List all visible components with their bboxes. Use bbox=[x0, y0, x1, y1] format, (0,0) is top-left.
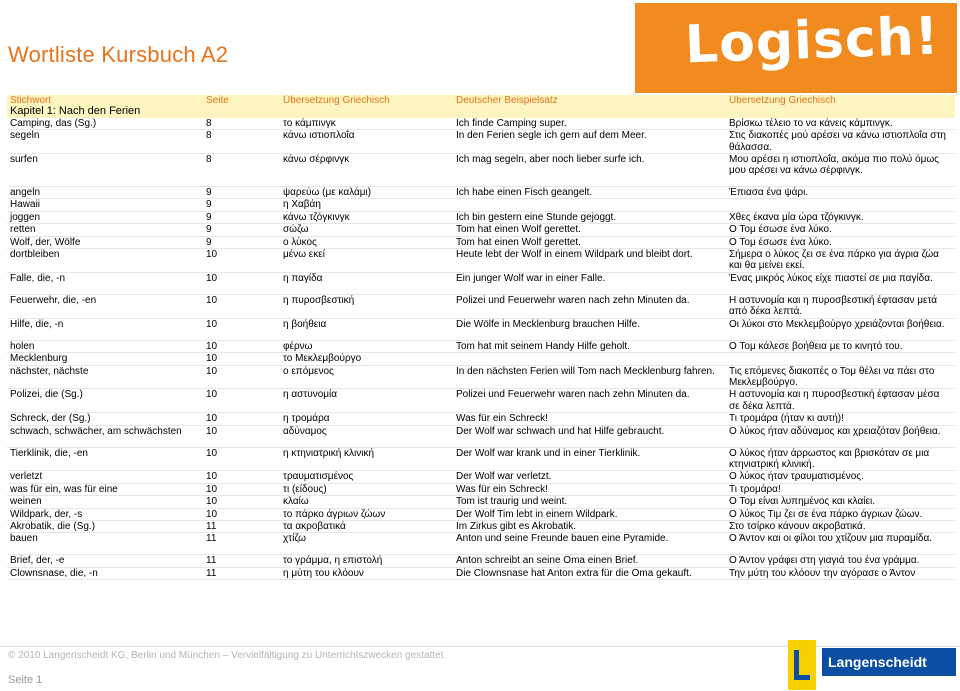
cell-beispielsatz: Der Wolf war verletzt. bbox=[453, 471, 726, 483]
table-row bbox=[7, 447, 955, 471]
cell-stichwort: angeln bbox=[7, 187, 203, 199]
cell-stichwort: Brief, der, -e bbox=[7, 555, 203, 567]
table-row bbox=[7, 224, 955, 236]
cell-uebersetzung: κάνω τζόγκινγκ bbox=[280, 211, 453, 223]
cell-uebersetzung-satz: Ένας μικρός λύκος είχε πιαστεί σε μια παγίδα. bbox=[726, 272, 955, 294]
cell-uebersetzung: μένω εκεί bbox=[280, 249, 453, 273]
cell-seite: 10 bbox=[203, 294, 280, 318]
cell-beispielsatz: Ich mag segeln, aber noch lieber surfe ich. bbox=[453, 154, 726, 187]
cell-uebersetzung: το γράμμα, η επιστολή bbox=[280, 555, 453, 567]
table-row bbox=[7, 130, 955, 154]
vocabulary-table bbox=[7, 95, 955, 580]
table-row bbox=[7, 294, 955, 318]
cell-seite: 9 bbox=[203, 187, 280, 199]
cell-uebersetzung: τι (είδους) bbox=[280, 483, 453, 495]
cell-uebersetzung-satz: Ο Άντον και οι φίλοι του χτίζουν μια πυραμίδα. bbox=[726, 533, 955, 555]
cell-seite: 10 bbox=[203, 249, 280, 273]
cell-stichwort: Falle, die, -n bbox=[7, 272, 203, 294]
cell-beispielsatz: Ein junger Wolf war in einer Falle. bbox=[453, 272, 726, 294]
cell-stichwort: Wildpark, der, -s bbox=[7, 508, 203, 520]
cell-stichwort: Feuerwehr, die, -en bbox=[7, 294, 203, 318]
header-beispielsatz: Deutscher Beispielsatz bbox=[453, 95, 726, 106]
cell-stichwort: Clownsnase, die, -n bbox=[7, 567, 203, 579]
chapter-title: Kapitel 1: Nach den Ferien bbox=[7, 106, 955, 117]
table-row bbox=[7, 318, 955, 340]
cell-beispielsatz: Der Wolf Tim lebt in einem Wildpark. bbox=[453, 508, 726, 520]
cell-beispielsatz: Ich finde Camping super. bbox=[453, 118, 726, 130]
cell-stichwort: verletzt bbox=[7, 471, 203, 483]
cell-beispielsatz: Polizei und Feuerwehr waren nach zehn Minuten da. bbox=[453, 294, 726, 318]
cell-uebersetzung-satz: Τις επόμενες διακοπές ο Τομ θέλει να πάει στο Μεκλεμβούργο. bbox=[726, 365, 955, 389]
cell-seite: 11 bbox=[203, 567, 280, 579]
cell-beispielsatz: In den Ferien segle ich gern auf dem Meer. bbox=[453, 130, 726, 154]
cell-stichwort: Tierklinik, die, -en bbox=[7, 447, 203, 471]
cell-stichwort: retten bbox=[7, 224, 203, 236]
cell-uebersetzung-satz: Ο Τομ έσωσε ένα λύκο. bbox=[726, 236, 955, 248]
cell-seite: 11 bbox=[203, 520, 280, 532]
cell-seite: 10 bbox=[203, 340, 280, 352]
cell-uebersetzung: χτίζω bbox=[280, 533, 453, 555]
cell-seite: 10 bbox=[203, 483, 280, 495]
cell-beispielsatz: Was für ein Schreck! bbox=[453, 483, 726, 495]
cell-seite: 10 bbox=[203, 318, 280, 340]
cell-uebersetzung: κάνω ιστιοπλοΐα bbox=[280, 130, 453, 154]
cell-seite: 10 bbox=[203, 496, 280, 508]
cell-uebersetzung: ψαρεύω (με καλάμι) bbox=[280, 187, 453, 199]
cell-seite: 8 bbox=[203, 130, 280, 154]
table-row bbox=[7, 211, 955, 223]
cell-uebersetzung: η τρομάρα bbox=[280, 413, 453, 425]
table-row bbox=[7, 118, 955, 130]
cell-seite: 10 bbox=[203, 365, 280, 389]
cell-stichwort: schwach, schwächer, am schwächsten bbox=[7, 425, 203, 447]
table-row bbox=[7, 365, 955, 389]
cell-uebersetzung: κλαίω bbox=[280, 496, 453, 508]
cell-uebersetzung-satz: Την μύτη του κλόουν την αγόρασε ο Άντον bbox=[726, 567, 955, 579]
table-row bbox=[7, 471, 955, 483]
cell-uebersetzung: το κάμπινγκ bbox=[280, 118, 453, 130]
cell-uebersetzung: η βοήθεια bbox=[280, 318, 453, 340]
cell-stichwort: surfen bbox=[7, 154, 203, 187]
cell-uebersetzung-satz: Η αστυνομία και η πυροσβεστική έφτασαν μέσα σε δέκα λεπτά. bbox=[726, 389, 955, 413]
cell-beispielsatz: Anton und seine Freunde bauen eine Pyramide. bbox=[453, 533, 726, 555]
cell-beispielsatz: Tom hat mit seinem Handy Hilfe geholt. bbox=[453, 340, 726, 352]
cell-uebersetzung: σώζω bbox=[280, 224, 453, 236]
cell-stichwort: dortbleiben bbox=[7, 249, 203, 273]
cell-uebersetzung-satz: Ο λύκος ήταν τραυματισμένος. bbox=[726, 471, 955, 483]
cell-uebersetzung-satz: Ο Τομ έσωσε ένα λύκο. bbox=[726, 224, 955, 236]
logisch-logo bbox=[635, 3, 957, 93]
cell-uebersetzung: κάνω σέρφινγκ bbox=[280, 154, 453, 187]
cell-beispielsatz: Ich habe einen Fisch geangelt. bbox=[453, 187, 726, 199]
copyright-notice: © 2010 Langenscheidt KG, Berlin und München – Vervielfältigung zu Unterrichtszwecken gestattet. bbox=[8, 650, 447, 661]
cell-uebersetzung-satz: Η αστυνομία και η πυροσβεστική έφτασαν μετά από δέκα λεπτά. bbox=[726, 294, 955, 318]
page-number: Seite 1 bbox=[8, 674, 43, 686]
cell-uebersetzung: το πάρκο άγριων ζώων bbox=[280, 508, 453, 520]
cell-uebersetzung: φέρνω bbox=[280, 340, 453, 352]
table-row bbox=[7, 483, 955, 495]
table-row bbox=[7, 533, 955, 555]
table-row bbox=[7, 425, 955, 447]
cell-seite: 10 bbox=[203, 353, 280, 365]
brand-name: Langenscheidt bbox=[822, 648, 956, 676]
cell-uebersetzung-satz: Μου αρέσει η ιστιοπλοΐα, ακόμα πιο πολύ όμως μου αρέσει να κάνω σέρφινγκ. bbox=[726, 154, 955, 187]
table-row bbox=[7, 236, 955, 248]
cell-seite: 10 bbox=[203, 272, 280, 294]
table-row bbox=[7, 340, 955, 352]
logo-text: Logisch! bbox=[684, 6, 941, 76]
cell-uebersetzung: η παγίδα bbox=[280, 272, 453, 294]
cell-stichwort: Hawaii bbox=[7, 199, 203, 211]
cell-uebersetzung: τα ακροβατικά bbox=[280, 520, 453, 532]
table-row bbox=[7, 555, 955, 567]
cell-seite: 11 bbox=[203, 533, 280, 555]
cell-uebersetzung: η Χαβάη bbox=[280, 199, 453, 211]
cell-seite: 10 bbox=[203, 425, 280, 447]
cell-beispielsatz: Tom hat einen Wolf gerettet. bbox=[453, 236, 726, 248]
cell-seite: 10 bbox=[203, 413, 280, 425]
cell-uebersetzung: η μύτη του κλόουν bbox=[280, 567, 453, 579]
table-row bbox=[7, 520, 955, 532]
cell-seite: 8 bbox=[203, 118, 280, 130]
cell-uebersetzung: η κτηνιατρική κλινική bbox=[280, 447, 453, 471]
cell-uebersetzung-satz: Στο τσίρκο κάνουν ακροβατικά. bbox=[726, 520, 955, 532]
header-uebersetzung-satz: Übersetzung Griechisch bbox=[726, 95, 955, 106]
cell-beispielsatz: Anton schreibt an seine Oma einen Brief. bbox=[453, 555, 726, 567]
cell-stichwort: was für ein, was für eine bbox=[7, 483, 203, 495]
cell-uebersetzung-satz: Τι τρομάρα (ήταν κι αυτή)! bbox=[726, 413, 955, 425]
cell-uebersetzung-satz: Βρίσκω τέλειο το να κάνεις κάμπινγκ. bbox=[726, 118, 955, 130]
cell-stichwort: bauen bbox=[7, 533, 203, 555]
table-row bbox=[7, 199, 955, 211]
cell-uebersetzung-satz: Ο Άντον γράφει στη γιαγιά του ένα γράμμα. bbox=[726, 555, 955, 567]
cell-beispielsatz: Im Zirkus gibt es Akrobatik. bbox=[453, 520, 726, 532]
cell-uebersetzung-satz: Στις διακοπές μού αρέσει να κάνω ιστιοπλοΐα στη θάλασσα. bbox=[726, 130, 955, 154]
cell-stichwort: Mecklenburg bbox=[7, 353, 203, 365]
table-header-row bbox=[7, 95, 955, 106]
cell-stichwort: Schreck, der (Sg.) bbox=[7, 413, 203, 425]
header-uebersetzung: Übersetzung Griechisch bbox=[280, 95, 453, 106]
cell-beispielsatz: Heute lebt der Wolf in einem Wildpark und bleibt dort. bbox=[453, 249, 726, 273]
cell-uebersetzung-satz: Ο Τομ κάλεσε βοήθεια με το κινητό του. bbox=[726, 340, 955, 352]
cell-uebersetzung-satz bbox=[726, 199, 955, 211]
table-row bbox=[7, 567, 955, 579]
cell-uebersetzung: τραυματισμένος bbox=[280, 471, 453, 483]
cell-beispielsatz bbox=[453, 199, 726, 211]
cell-stichwort: Camping, das (Sg.) bbox=[7, 118, 203, 130]
cell-uebersetzung: η αστυνομία bbox=[280, 389, 453, 413]
cell-seite: 10 bbox=[203, 508, 280, 520]
cell-uebersetzung-satz bbox=[726, 353, 955, 365]
cell-seite: 8 bbox=[203, 154, 280, 187]
cell-beispielsatz: Tom ist traurig und weint. bbox=[453, 496, 726, 508]
cell-uebersetzung-satz: Ο Τομ είναι λυπημένος και κλαίει. bbox=[726, 496, 955, 508]
header-seite: Seite bbox=[203, 95, 280, 106]
table-row bbox=[7, 272, 955, 294]
table-row bbox=[7, 353, 955, 365]
cell-uebersetzung-satz: Τι τρομάρα! bbox=[726, 483, 955, 495]
cell-beispielsatz bbox=[453, 353, 726, 365]
cell-stichwort: holen bbox=[7, 340, 203, 352]
cell-uebersetzung-satz: Χθες έκανα μία ώρα τζόγκινγκ. bbox=[726, 211, 955, 223]
cell-seite: 9 bbox=[203, 199, 280, 211]
header-stichwort: Stichwort bbox=[7, 95, 203, 106]
table-row bbox=[7, 249, 955, 273]
cell-stichwort: Polizei, die (Sg.) bbox=[7, 389, 203, 413]
table-row bbox=[7, 496, 955, 508]
chapter-row bbox=[7, 106, 955, 117]
cell-stichwort: Wolf, der, Wölfe bbox=[7, 236, 203, 248]
cell-stichwort: nächster, nächste bbox=[7, 365, 203, 389]
cell-uebersetzung: το Μεκλεμβούργο bbox=[280, 353, 453, 365]
cell-stichwort: Akrobatik, die (Sg.) bbox=[7, 520, 203, 532]
cell-uebersetzung-satz: Σήμερα ο λύκος ζει σε ένα πάρκο για άγρια ζώα και θα μείνει εκεί. bbox=[726, 249, 955, 273]
cell-uebersetzung: αδύναμος bbox=[280, 425, 453, 447]
cell-beispielsatz: Polizei und Feuerwehr waren nach zehn Minuten da. bbox=[453, 389, 726, 413]
cell-uebersetzung: ο επόμενος bbox=[280, 365, 453, 389]
cell-uebersetzung-satz: Ο λύκος Τιμ ζει σε ένα πάρκο άγριων ζώων. bbox=[726, 508, 955, 520]
document-title: Wortliste Kursbuch A2 bbox=[8, 42, 229, 67]
table-row bbox=[7, 187, 955, 199]
table-row bbox=[7, 154, 955, 187]
cell-uebersetzung: ο λύκος bbox=[280, 236, 453, 248]
cell-seite: 10 bbox=[203, 471, 280, 483]
langenscheidt-logo bbox=[788, 640, 958, 690]
cell-stichwort: Hilfe, die, -n bbox=[7, 318, 203, 340]
table-row bbox=[7, 389, 955, 413]
cell-stichwort: weinen bbox=[7, 496, 203, 508]
cell-stichwort: joggen bbox=[7, 211, 203, 223]
cell-beispielsatz: Der Wolf war krank und in einer Tierklinik. bbox=[453, 447, 726, 471]
cell-beispielsatz: Tom hat einen Wolf gerettet. bbox=[453, 224, 726, 236]
table-row bbox=[7, 413, 955, 425]
cell-beispielsatz: Die Clownsnase hat Anton extra für die Oma gekauft. bbox=[453, 567, 726, 579]
langenscheidt-l-icon bbox=[788, 640, 816, 690]
cell-seite: 9 bbox=[203, 211, 280, 223]
cell-beispielsatz: Die Wölfe in Mecklenburg brauchen Hilfe. bbox=[453, 318, 726, 340]
cell-seite: 10 bbox=[203, 447, 280, 471]
cell-uebersetzung-satz: Οι λύκοι στο Μεκλεμβούργο χρειάζονται βοήθεια. bbox=[726, 318, 955, 340]
cell-seite: 9 bbox=[203, 236, 280, 248]
cell-uebersetzung-satz: Ο λύκος ήταν αδύναμος και χρειαζόταν βοήθεια. bbox=[726, 425, 955, 447]
cell-stichwort: segeln bbox=[7, 130, 203, 154]
cell-seite: 10 bbox=[203, 389, 280, 413]
table-row bbox=[7, 508, 955, 520]
cell-beispielsatz: In den nächsten Ferien will Tom nach Mecklenburg fahren. bbox=[453, 365, 726, 389]
cell-uebersetzung: η πυροσβεστική bbox=[280, 294, 453, 318]
cell-beispielsatz: Der Wolf war schwach und hat Hilfe gebraucht. bbox=[453, 425, 726, 447]
cell-beispielsatz: Was für ein Schreck! bbox=[453, 413, 726, 425]
cell-seite: 9 bbox=[203, 224, 280, 236]
cell-seite: 11 bbox=[203, 555, 280, 567]
cell-uebersetzung-satz: Ο λύκος ήταν άρρωστος και βρισκόταν σε μια κτηνιατρική κλινική. bbox=[726, 447, 955, 471]
cell-uebersetzung-satz: Έπιασα ένα ψάρι. bbox=[726, 187, 955, 199]
cell-beispielsatz: Ich bin gestern eine Stunde gejoggt. bbox=[453, 211, 726, 223]
